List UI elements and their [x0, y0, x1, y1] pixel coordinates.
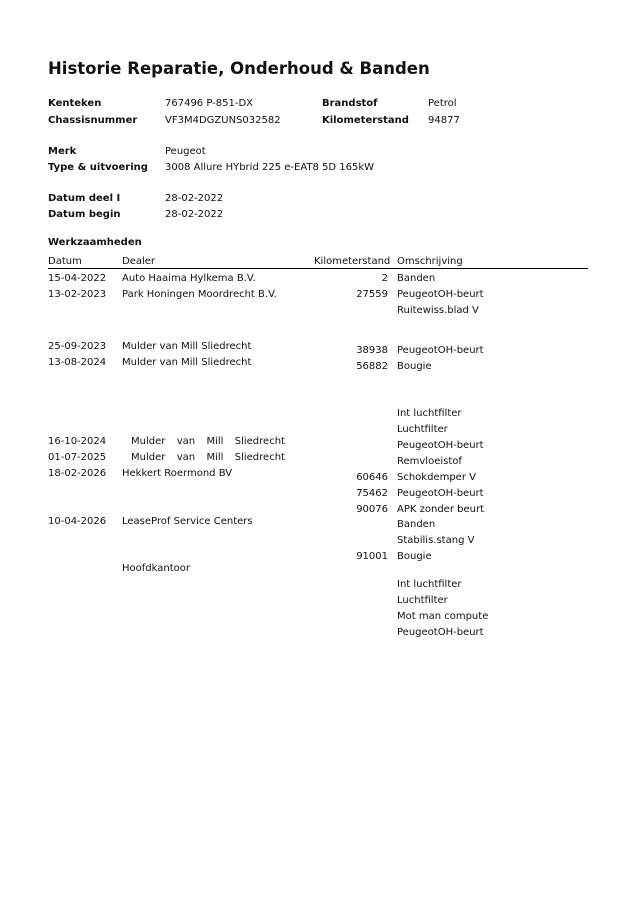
row-date: 01-07-2025 [48, 452, 107, 463]
brandstof-label: Brandstof [322, 98, 378, 109]
row-omschrijving: PeugeotOH-beurt [397, 345, 484, 356]
row-omschrijving: PeugeotOH-beurt [397, 440, 484, 451]
row-omschrijving: Int luchtfilter [397, 579, 462, 590]
row-omschrijving: Int luchtfilter [397, 408, 462, 419]
row-km: 38938 [356, 345, 388, 356]
row-omschrijving: Bougie [397, 551, 432, 562]
header-omschrijving: Omschrijving [397, 256, 463, 267]
dealer-word: Mulder [131, 452, 166, 463]
row-omschrijving: Stabilis.stang V [397, 535, 475, 546]
row-omschrijving: PeugeotOH-beurt [397, 627, 484, 638]
header-datum: Datum [48, 256, 82, 267]
merk-value: Peugeot [165, 146, 206, 157]
kilometerstand-value: 94877 [428, 115, 460, 126]
row-dealer: LeaseProf Service Centers [122, 516, 253, 527]
dealer-word: Mill [206, 436, 224, 447]
row-dealer: Mulder van Mill Sliedrecht [122, 357, 252, 368]
row-km: 2 [381, 273, 388, 284]
row-date: 10-04-2026 [48, 516, 107, 527]
page-title: Historie Reparatie, Onderhoud & Banden [48, 59, 430, 78]
row-omschrijving: APK zonder beurt [397, 504, 484, 515]
chassis-value: VF3M4DGZUNS032582 [165, 115, 281, 126]
datum-deel-value: 28-02-2022 [165, 193, 224, 204]
row-dealer: Park Honingen Moordrecht B.V. [122, 289, 277, 300]
row-omschrijving: Luchtfilter [397, 595, 448, 606]
row-dealer: Auto Haaima Hylkema B.V. [122, 273, 256, 284]
row-omschrijving: Schokdemper V [397, 472, 476, 483]
merk-label: Merk [48, 146, 77, 157]
row-date: 25-09-2023 [48, 341, 107, 352]
row-omschrijving: Mot man compute [397, 611, 489, 622]
row-omschrijving: PeugeotOH-beurt [397, 289, 484, 300]
datum-begin-label: Datum begin [48, 209, 121, 220]
row-km: 27559 [356, 289, 388, 300]
row-dealer [131, 436, 285, 447]
row-date: 13-08-2024 [48, 357, 107, 368]
dealer-word: Mill [206, 452, 224, 463]
datum-deel-label: Datum deel I [48, 193, 121, 204]
header-dealer: Dealer [122, 256, 156, 267]
werkzaamheden-heading: Werkzaamheden [48, 237, 142, 248]
row-date: 13-02-2023 [48, 289, 107, 300]
datum-begin-value: 28-02-2022 [165, 209, 224, 220]
kenteken-value: 767496 P-851-DX [165, 98, 254, 109]
dealer-word: van [176, 436, 196, 447]
dealer-word: Sliedrecht [234, 436, 285, 447]
row-dealer: Hekkert Roermond BV [122, 468, 233, 479]
row-date: 18-02-2026 [48, 468, 107, 479]
row-km: 90076 [356, 504, 388, 515]
row-km: 56882 [356, 361, 388, 372]
row-omschrijving: PeugeotOH-beurt [397, 488, 484, 499]
row-omschrijving: Banden [397, 273, 436, 284]
row-km: 75462 [356, 488, 388, 499]
type-value: 3008 Allure HYbrid 225 e-EAT8 5D 165kW [165, 162, 375, 173]
dealer-word: van [176, 452, 196, 463]
brandstof-value: Petrol [428, 98, 457, 109]
row-dealer: Hoofdkantoor [122, 563, 190, 574]
row-km: 91001 [356, 551, 388, 562]
header-kilometerstand: Kilometerstand [314, 256, 391, 267]
row-omschrijving: Ruitewiss.blad V [397, 305, 479, 316]
row-omschrijving: Remvloeistof [397, 456, 462, 467]
type-label: Type & uitvoering [48, 162, 148, 173]
kenteken-label: Kenteken [48, 98, 102, 109]
dealer-word: Sliedrecht [234, 452, 285, 463]
dealer-word: Mulder [131, 436, 166, 447]
row-omschrijving: Luchtfilter [397, 424, 448, 435]
row-omschrijving: Bougie [397, 361, 432, 372]
chassis-label: Chassisnummer [48, 115, 138, 126]
row-omschrijving: Banden [397, 519, 436, 530]
row-dealer: Mulder van Mill Sliedrecht [122, 341, 252, 352]
row-date: 15-04-2022 [48, 273, 107, 284]
kilometerstand-label: Kilometerstand [322, 115, 409, 126]
row-date: 16-10-2024 [48, 436, 107, 447]
header-divider [48, 268, 588, 269]
row-dealer [131, 452, 285, 463]
row-km: 60646 [356, 472, 388, 483]
